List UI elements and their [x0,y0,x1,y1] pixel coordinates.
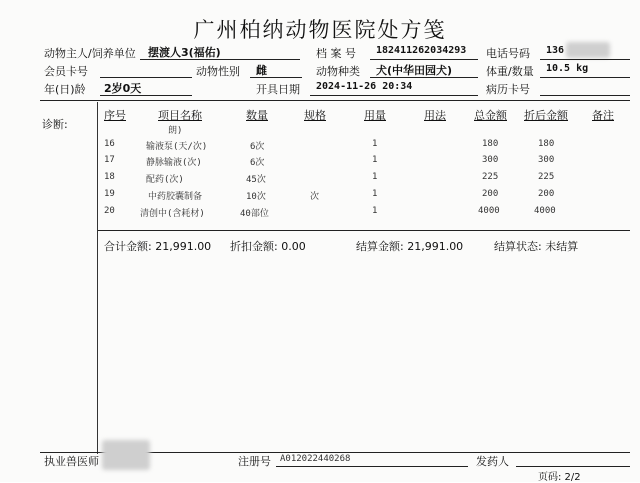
column-header-index: 序号 [104,109,126,122]
age-value: 2岁0天 [104,82,142,95]
owner-value: 摆渡人3(福佑) [148,46,221,59]
table-cell: 配药(次) [146,175,184,185]
weight-value: 10.5 kg [546,63,589,74]
column-header-discounted: 折后金额 [524,109,568,122]
age-underline [100,95,192,96]
table-cell: 6次 [250,158,265,168]
table-cell: 300 [482,155,499,165]
column-header-item: 项目名称 [158,109,202,122]
dispenser-label: 发药人 [476,455,509,468]
weight-underline [540,77,630,78]
table-cell: 4000 [478,206,500,216]
date-label: 开具日期 [256,83,300,96]
registration-underline [276,466,468,467]
table-cell: 18 [104,172,115,182]
page-number: 页码: 2/2 [538,472,581,483]
column-header-total: 总金额 [474,109,507,122]
settlement-status: 结算状态: 未结算 [494,240,579,253]
table-cell: 19 [104,189,115,199]
member-label: 会员卡号 [44,65,88,78]
species-underline [370,77,478,78]
column-header-dosage: 用量 [364,109,386,122]
sex-value: 雌 [256,64,267,77]
table-cell: 静脉输液(次) [146,158,202,168]
column-header-spec: 规格 [304,109,326,122]
member-underline [100,77,192,78]
table-cell: 1 [372,155,378,165]
table-cell: 10次 [246,192,266,202]
case-card-underline [540,95,630,96]
table-cell: 1 [372,139,378,149]
date-value: 2024-11-26 20:34 [316,81,413,92]
table-cell: 225 [482,172,499,182]
table-cell: 次 [310,192,320,202]
document-title: 广州柏纳动物医院处方笺 [193,18,447,42]
table-cell: 1 [372,206,378,216]
table-cell: 1 [372,172,378,182]
redacted-signature [102,440,150,470]
redacted-phone [566,42,610,58]
date-underline [310,95,478,96]
table-cell: 200 [482,189,499,199]
settled-amount: 结算金额: 21,991.00 [356,240,464,253]
phone-underline [540,59,630,60]
registration-value: A012022440268 [280,454,351,464]
age-label: 年(日)龄 [44,83,86,96]
record-value: 182411262034293 [376,45,467,56]
table-cell: 20 [104,206,115,216]
table-cell: 40部位 [240,209,269,219]
dispenser-underline [516,466,630,467]
column-header-usage: 用法 [424,109,446,122]
record-label: 档 案 号 [316,47,356,60]
table-cell: 200 [538,189,555,199]
table-cell: 1 [372,189,378,199]
table-cell: 180 [538,139,555,149]
phone-value: 136 [546,45,565,56]
sex-label: 动物性别 [196,65,240,78]
total-amount: 合计金额: 21,991.00 [104,240,212,253]
header-separator [40,100,630,101]
registration-label: 注册号 [238,455,271,468]
case-card-label: 病历卡号 [486,83,530,96]
table-cell: 中药胶囊制备 [148,192,203,202]
owner-underline [140,59,300,60]
weight-label: 体重/数量 [486,65,534,78]
overflow-text: 朗) [168,126,183,136]
phone-label: 电话号码 [486,47,530,60]
table-cell: 4000 [534,206,556,216]
table-cell: 300 [538,155,555,165]
discount-amount: 折扣金额: 0.00 [230,240,306,253]
table-cell: 45次 [246,175,266,185]
sex-underline [250,77,302,78]
vet-label: 执业兽医师 [44,455,99,468]
table-cell: 225 [538,172,555,182]
table-cell: 输液泵(天/次) [146,142,208,152]
record-underline [370,59,478,60]
table-cell: 16 [104,139,115,149]
table-bottom-rule [98,230,630,231]
owner-label: 动物主人/饲养单位 [44,47,136,60]
species-value: 犬(中华田园犬) [376,64,453,77]
table-cell: 180 [482,139,499,149]
species-label: 动物种类 [316,65,360,78]
table-cell: 6次 [250,142,265,152]
table-cell: 清创中(含耗材) [140,209,205,219]
diagnosis-label: 诊断: [42,118,68,131]
table-cell: 17 [104,155,115,165]
column-header-quantity: 数量 [246,109,268,122]
diagnosis-divider [97,102,98,454]
column-header-remarks: 备注 [592,109,614,122]
